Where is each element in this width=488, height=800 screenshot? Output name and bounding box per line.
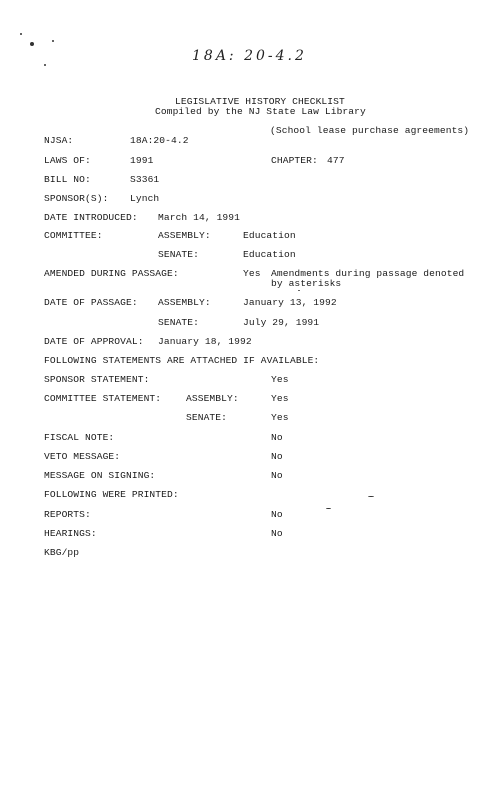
committee-statement-label: COMMITTEE STATEMENT: — [44, 393, 162, 404]
passage-senate-value: July 29, 1991 — [243, 317, 320, 328]
committee-statement-assembly-value: Yes — [271, 393, 289, 404]
subject-line: (School lease purchase agreements) — [270, 125, 470, 136]
passage-assembly-label: ASSEMBLY: — [158, 297, 211, 308]
date-introduced-label: DATE INTRODUCED: — [44, 212, 138, 223]
date-introduced-value: March 14, 1991 — [158, 212, 241, 223]
date-of-passage-label: DATE OF PASSAGE: — [44, 297, 138, 308]
committee-statement-senate-label: SENATE: — [186, 412, 228, 423]
scan-speck — [298, 290, 300, 291]
scan-speck — [326, 508, 331, 509]
committee-statement-assembly-label: ASSEMBLY: — [186, 393, 239, 404]
laws-of-label: LAWS OF: — [44, 155, 91, 166]
hearings-label: HEARINGS: — [44, 528, 97, 539]
committee-assembly-label: ASSEMBLY: — [158, 230, 211, 241]
message-on-signing-label: MESSAGE ON SIGNING: — [44, 470, 156, 481]
handwritten-citation: 18A: 20-4.2 — [192, 48, 307, 64]
veto-message-label: VETO MESSAGE: — [44, 451, 121, 462]
sponsor-statement-label: SPONSOR STATEMENT: — [44, 374, 150, 385]
scan-speck — [52, 40, 54, 42]
bill-no-value: S3361 — [130, 174, 160, 185]
committee-statement-senate-value: Yes — [271, 412, 289, 423]
document-title: LEGISLATIVE HISTORY CHECKLIST — [175, 96, 345, 107]
fiscal-note-value: No — [271, 432, 283, 443]
committee-label: COMMITTEE: — [44, 230, 103, 241]
reports-label: REPORTS: — [44, 509, 91, 520]
amended-value: Yes — [243, 268, 261, 279]
scan-speck — [368, 496, 374, 497]
sponsor-statement-value: Yes — [271, 374, 289, 385]
scan-speck — [20, 33, 22, 35]
date-of-approval-label: DATE OF APPROVAL: — [44, 336, 144, 347]
amended-note-line1: Amendments during passage denoted — [271, 268, 465, 279]
chapter-label: CHAPTER: — [271, 155, 318, 166]
committee-senate-label: SENATE: — [158, 249, 200, 260]
message-on-signing-value: No — [271, 470, 283, 481]
bill-no-label: BILL NO: — [44, 174, 91, 185]
chapter-value: 477 — [327, 155, 345, 166]
sponsor-value: Lynch — [130, 193, 160, 204]
laws-of-value: 1991 — [130, 155, 154, 166]
committee-senate-value: Education — [243, 249, 296, 260]
sponsor-label: SPONSOR(S): — [44, 193, 109, 204]
njsa-value: 18A:20-4.2 — [130, 135, 189, 146]
fiscal-note-label: FISCAL NOTE: — [44, 432, 115, 443]
date-of-approval-value: January 18, 1992 — [158, 336, 252, 347]
amended-label: AMENDED DURING PASSAGE: — [44, 268, 179, 279]
veto-message-value: No — [271, 451, 283, 462]
hearings-value: No — [271, 528, 283, 539]
scan-speck — [44, 64, 46, 66]
scan-speck — [30, 42, 34, 46]
passage-assembly-value: January 13, 1992 — [243, 297, 337, 308]
statements-header: FOLLOWING STATEMENTS ARE ATTACHED IF AVAILABLE: — [44, 355, 320, 366]
document-subtitle: Compiled by the NJ State Law Library — [155, 106, 366, 117]
committee-assembly-value: Education — [243, 230, 296, 241]
amended-note-line2: by asterisks — [271, 278, 342, 289]
reports-value: No — [271, 509, 283, 520]
passage-senate-label: SENATE: — [158, 317, 200, 328]
njsa-label: NJSA: — [44, 135, 74, 146]
printed-header: FOLLOWING WERE PRINTED: — [44, 489, 179, 500]
initials: KBG/pp — [44, 547, 80, 558]
